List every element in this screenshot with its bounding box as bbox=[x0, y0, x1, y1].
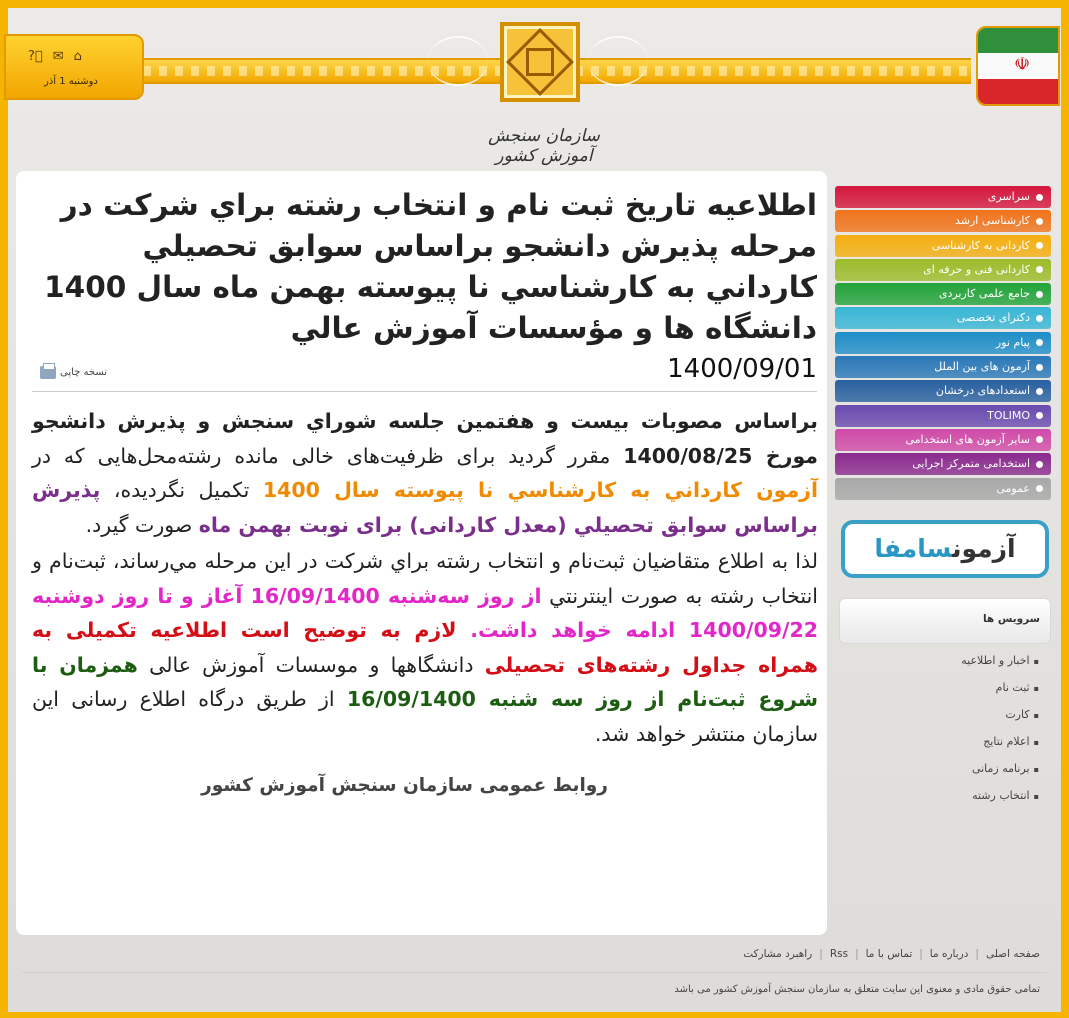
services-list bbox=[835, 652, 1051, 814]
p1-text-f: صورت گيرد. bbox=[85, 512, 199, 537]
bullet-icon bbox=[1036, 291, 1043, 298]
menu-item-employment[interactable] bbox=[835, 429, 1051, 451]
service-link-registration[interactable]: ▪ ثبت نام bbox=[835, 679, 1039, 706]
p2-note: لازم به توضيح است اطلاعيه تكميلی به همراه جداول رشته‌های تحصیلی bbox=[32, 618, 818, 677]
bullet-icon bbox=[1036, 266, 1043, 273]
bullet-icon bbox=[1036, 436, 1043, 443]
p2-start-date: همزمان با شروع ثبت‌نام از روز سه شنبه 16/09/1400 bbox=[32, 652, 819, 711]
banner-text-exam: آزمون bbox=[952, 533, 1016, 563]
p2-text-d: دانشگاهها و موسسات آموزش عالی bbox=[137, 652, 485, 677]
menu-label: دکترای تخصصی bbox=[956, 311, 1030, 325]
right-ornament bbox=[588, 36, 648, 86]
logo-square bbox=[526, 48, 554, 76]
service-link-results[interactable]: ▪ اعلام نتایج bbox=[835, 733, 1039, 760]
bullet-icon bbox=[1036, 388, 1043, 395]
menu-label: پیام نور bbox=[995, 335, 1030, 349]
help-icon[interactable]: ?⃞ bbox=[28, 49, 43, 64]
p1-text-a: براساس مصوبات بیست و هفتمین جلسه شوراي سنجش و پذيرش دانشجو مورخ 1400/08/25 bbox=[32, 409, 819, 468]
bullet-icon bbox=[1036, 412, 1043, 419]
menu-label: TOLIMO bbox=[987, 408, 1030, 422]
menu-item-talents[interactable] bbox=[835, 380, 1051, 402]
menu-item-central-employment[interactable] bbox=[835, 453, 1051, 475]
menu-item-jame-elmi[interactable] bbox=[835, 283, 1051, 305]
bullet-icon bbox=[1036, 194, 1043, 201]
p1-text-b: مقرر گرديد برای ظرفیت‌های خالی مانده رشته‌محل‌هایی که در bbox=[32, 443, 624, 468]
print-label: نسخه چاپی bbox=[60, 367, 108, 378]
home-icon[interactable]: ⌂ bbox=[73, 49, 82, 64]
current-date: دوشنبه 1 آذر bbox=[44, 76, 98, 87]
service-link-field-selection[interactable]: ▪ انتخاب رشته bbox=[835, 787, 1039, 814]
p1-exam-name: آزمون كارداني به كارشناسي نا پيوسته سال 1400 bbox=[262, 478, 818, 502]
services-header bbox=[839, 598, 1051, 644]
article-body bbox=[32, 404, 818, 751]
service-link-card[interactable]: ▪ کارت bbox=[835, 706, 1039, 733]
article-date: 1400/09/01 bbox=[667, 354, 817, 384]
menu-item-general[interactable] bbox=[835, 478, 1051, 500]
paragraph-1 bbox=[32, 404, 818, 542]
saamfa-banner[interactable] bbox=[841, 520, 1049, 578]
bullet-icon bbox=[1036, 218, 1043, 225]
menu-item-kardani-be-karshenasi[interactable] bbox=[835, 235, 1051, 257]
mail-icon[interactable]: ✉ bbox=[52, 49, 64, 64]
menu-label: سراسری bbox=[987, 190, 1030, 203]
bullet-icon bbox=[1036, 364, 1043, 371]
menu-label: کاردانی فنی و حرفه ای bbox=[923, 262, 1030, 276]
bullet-icon bbox=[1036, 485, 1043, 492]
article-title: اطلاعيه تاريخ ثبت نام و انتخاب رشته براي شركت در مرحله پذيرش دانشجو براساس سوابق تحصيلي كارداني به كارشناسي نا پيوسته بهمن ماه سال 1400 دانشگاه ها و مؤسسات آموزش عالي bbox=[44, 188, 817, 345]
footer-divider bbox=[22, 972, 1047, 973]
toolbox bbox=[4, 34, 144, 100]
footer-link-participation[interactable]: راهبرد مشارکت bbox=[743, 948, 813, 960]
menu-item-tolimo[interactable] bbox=[835, 405, 1051, 427]
footer-link-about[interactable]: درباره ما bbox=[929, 948, 969, 960]
org-logo[interactable] bbox=[500, 22, 580, 102]
menu-item-sarasari[interactable] bbox=[835, 186, 1051, 208]
footer-link-contact[interactable]: تماس با ما bbox=[865, 948, 913, 960]
p2-registration-period: از روز سه‌شنبه 16/09/1400 آغاز و تا روز دوشنبه 1400/09/22 ادامه خواهد داشت. bbox=[32, 583, 819, 642]
service-link-news[interactable]: ▪ اخبار و اطلاعیه bbox=[835, 652, 1039, 679]
left-ornament bbox=[428, 36, 488, 86]
menu-label: استعدادهای درخشان bbox=[935, 384, 1030, 398]
footer-link-home[interactable]: صفحه اصلی bbox=[985, 948, 1040, 960]
exam-menu bbox=[835, 186, 1051, 500]
menu-label: آزمون های بین الملل bbox=[934, 360, 1030, 374]
menu-label: استخدامی متمرکز اجرایی bbox=[912, 457, 1030, 471]
print-button[interactable] bbox=[40, 366, 107, 379]
menu-label: جامع علمی کاربردی bbox=[938, 287, 1030, 301]
site-header bbox=[8, 8, 1061, 173]
page-frame bbox=[8, 8, 1061, 1012]
menu-item-doctora[interactable] bbox=[835, 307, 1051, 329]
menu-label: کاردانی به کارشناسی bbox=[931, 238, 1030, 252]
org-name: سازمان سنجش آموزش کشور bbox=[488, 126, 600, 166]
p2-text-f: از طريق درگاه اطلاع رسانی اين سازمان منتشر خواهد شد. bbox=[32, 687, 818, 746]
services-title: سرویس ها bbox=[982, 612, 1040, 625]
article-panel bbox=[16, 171, 827, 935]
p1-text-d: تکمیل نگرديده، bbox=[100, 478, 263, 502]
bullet-icon bbox=[1036, 242, 1043, 249]
iran-flag bbox=[976, 26, 1060, 106]
p1-admission-basis: پذيرش براساس سوابق تحصيلي (معدل کاردانی) برای نوبت بهمن ماه bbox=[32, 478, 818, 537]
bullet-icon bbox=[1036, 461, 1043, 468]
bullet-icon bbox=[1036, 315, 1043, 322]
footer-link-rss[interactable]: Rss bbox=[829, 948, 849, 960]
menu-label: سایر آزمون های استخدامی bbox=[905, 432, 1030, 446]
article-signature: روابط عمومی سازمان سنجش آموزش كشور bbox=[201, 775, 608, 796]
menu-item-international[interactable] bbox=[835, 356, 1051, 378]
bullet-icon bbox=[1036, 339, 1043, 346]
menu-item-kardani-fani[interactable] bbox=[835, 259, 1051, 281]
paragraph-2 bbox=[32, 544, 818, 751]
printer-icon bbox=[40, 366, 56, 379]
article-meta bbox=[32, 352, 817, 392]
sidebar bbox=[835, 186, 1051, 814]
menu-item-arshad[interactable] bbox=[835, 210, 1051, 232]
copyright: تمامی حقوق مادی و معنوی این سایت متعلق به سازمان سنجش آموزش کشور می باشد bbox=[674, 984, 1040, 995]
menu-label: کارشناسی ارشد bbox=[954, 214, 1030, 228]
footer-links: صفحه اصلی | درباره ما | تماس با ما | Rss | راهبرد مشارکت bbox=[743, 948, 1040, 960]
banner-text-saamfa: سامفا bbox=[874, 533, 953, 563]
menu-item-payam-noor[interactable] bbox=[835, 332, 1051, 354]
menu-label: عمومی bbox=[996, 481, 1030, 495]
flag-emblem-icon: ☫ bbox=[1014, 54, 1031, 76]
p2-text-a: لذا به اطلاع متقاضيان ثبت‌نام و انتخاب رشته براي شركت در اين مرحله مي‌رساند، ثبت‌نام و انتخاب رشته به صورت اينترنتي bbox=[32, 549, 818, 608]
service-link-schedule[interactable]: ▪ برنامه زمانی bbox=[835, 760, 1039, 787]
